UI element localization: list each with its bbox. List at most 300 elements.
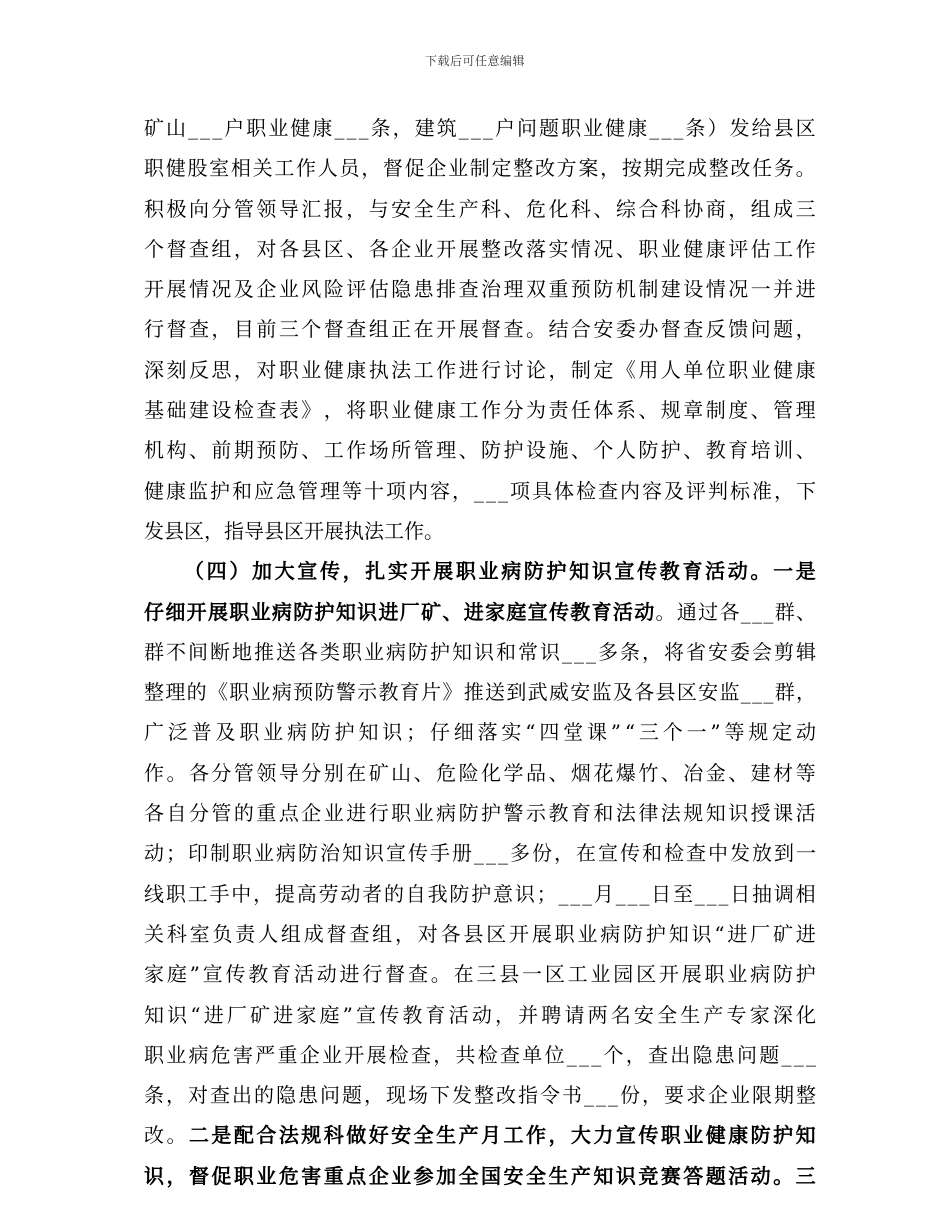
text-char: 严 (255, 1042, 276, 1067)
text-char: 进 (273, 1002, 294, 1027)
text-char: 生 (548, 1163, 569, 1188)
text-char: 将 (346, 398, 367, 423)
text-char: ， (166, 1083, 186, 1108)
text-char: 作 (346, 438, 367, 463)
text-char: 业 (268, 116, 289, 140)
text-char: 安 (391, 196, 412, 221)
text-char: 健 (605, 116, 626, 140)
text-char: ， (494, 1002, 515, 1027)
text-char: 与 (368, 196, 389, 221)
text-char: 通 (676, 599, 697, 624)
text-char: ， (600, 156, 621, 181)
text-char: 改 (144, 1123, 164, 1148)
text-char: 职 (455, 559, 476, 584)
text-char: 的 (383, 881, 404, 906)
text-char: 断 (210, 639, 230, 664)
text-char: 。 (773, 1163, 794, 1188)
text-char: 职 (704, 962, 725, 987)
text-char: 厂 (226, 1002, 247, 1027)
text-char: 业 (448, 156, 469, 181)
text-char: 、 (570, 438, 591, 463)
text-char: 宣 (614, 559, 635, 584)
text-line (144, 914, 816, 954)
text-char: 定 (593, 357, 614, 382)
text-char: 设 (525, 438, 546, 463)
text-char: 病 (286, 720, 307, 745)
text-char: 所 (391, 438, 412, 463)
text-char: 反 (705, 317, 726, 342)
text-char: 领 (256, 196, 277, 221)
text-char: 定 (491, 156, 512, 181)
text-char: 区 (795, 116, 816, 140)
text-char: 业 (683, 1123, 704, 1148)
text-char: _ (212, 116, 223, 140)
text-char: 要 (664, 1083, 684, 1108)
text-char: 区 (284, 518, 304, 543)
text-char: _ (584, 1083, 594, 1108)
text-char: 理 (436, 438, 457, 463)
text-char: 重 (256, 801, 277, 826)
text-char: 武 (527, 680, 548, 705)
text-char: 是 (211, 1123, 232, 1148)
text-char: 会 (752, 639, 772, 664)
text-char: 、 (188, 438, 209, 463)
text-char: 体 (554, 478, 574, 503)
text-char: 查 (686, 841, 706, 866)
text-char: 进 (795, 921, 816, 946)
text-char: 健 (144, 478, 164, 503)
text-char: 评 (686, 478, 706, 503)
text-char: 执 (344, 518, 364, 543)
text-char: 害 (301, 1163, 322, 1188)
text-char: 反 (188, 357, 209, 382)
text-char: 查 (648, 1042, 668, 1067)
text-char: 家 (296, 1002, 317, 1027)
text-char: 、 (660, 760, 681, 785)
text-char: 冶 (683, 760, 704, 785)
text-char: 用 (638, 357, 659, 382)
text-char: 竞 (638, 1163, 659, 1188)
text-char: 出 (232, 1083, 252, 1108)
text-char: 全 (458, 1163, 479, 1188)
text-line (144, 189, 816, 229)
text-char: 县 (463, 921, 484, 946)
text-char: 多 (598, 639, 618, 664)
text-char: 业 (727, 962, 748, 987)
text-char: 安 (570, 680, 591, 705)
text-char: 我 (427, 881, 448, 906)
text-char: 烟 (570, 760, 591, 785)
text-char: 理 (795, 398, 816, 423)
text-char: 不 (166, 639, 186, 664)
text-char: 合 (638, 196, 659, 221)
text-char: 病 (600, 921, 621, 946)
text-char: 动 (340, 881, 361, 906)
text-char: 况 (211, 277, 232, 302)
text-char: 极 (166, 196, 187, 221)
text-char: 工 (384, 518, 404, 543)
text-char: 职 (232, 841, 252, 866)
text-char: ） (707, 116, 728, 140)
text-char: 至 (672, 881, 693, 906)
text-line (144, 874, 816, 914)
text-char: 基 (144, 398, 164, 423)
text-char: 问 (320, 1083, 340, 1108)
text-char: _ (608, 1083, 618, 1108)
text-char: 展 (458, 317, 479, 342)
text-char: 相 (230, 156, 251, 181)
text-char: 别 (323, 760, 344, 785)
text-char: 传 (620, 841, 640, 866)
text-char: 进 (378, 599, 399, 624)
text-char: 制 (705, 398, 726, 423)
text-char: 。 (750, 559, 771, 584)
text-char: 础 (166, 398, 187, 423)
text-char: 一 (773, 559, 794, 584)
text-char: 工 (187, 881, 208, 906)
text-char: 手 (430, 841, 450, 866)
text-char: 识 (167, 1002, 188, 1027)
text-char: 传 (638, 1123, 659, 1148)
text-char: ， (361, 156, 382, 181)
text-char: 多 (510, 841, 530, 866)
text-char: 设 (683, 277, 704, 302)
text-char: 制 (638, 277, 659, 302)
text-char: 病 (436, 801, 457, 826)
text-char: 《 (207, 680, 228, 705)
text-char: 业 (166, 1042, 187, 1067)
text-char: 业 (278, 277, 299, 302)
text-char: 作 (795, 236, 816, 261)
text-char: 领 (256, 760, 277, 785)
text-char: 发 (144, 518, 164, 543)
text-char: 作 (436, 357, 457, 382)
text-char: 识 (144, 1163, 164, 1188)
text-char: 防 (623, 921, 644, 946)
text-char: 职 (144, 1042, 164, 1067)
text-char: 预 (256, 438, 277, 463)
text-char: 防 (449, 881, 470, 906)
text-char: 育 (591, 599, 612, 624)
text-char: 防 (298, 841, 318, 866)
text-char: 分 (211, 196, 232, 221)
text-char: _ (661, 116, 672, 140)
text-char: 情 (705, 277, 726, 302)
text-char: 进 (339, 962, 360, 987)
text-char: 县 (499, 962, 520, 987)
text-char: 教 (548, 801, 569, 826)
text-char: 行 (481, 357, 502, 382)
text-char: 危 (525, 196, 546, 221)
text-char: ， (364, 1083, 384, 1108)
text-char: 构 (166, 438, 187, 463)
text-char: 到 (774, 841, 794, 866)
text-char: 向 (188, 196, 209, 221)
text-char: 机 (615, 277, 636, 302)
text-char: 化 (548, 196, 569, 221)
text-char: ， (795, 317, 816, 342)
text-char: 各 (298, 639, 318, 664)
text-char: 推 (463, 680, 484, 705)
text-char: _ (470, 116, 481, 140)
text-char: 查 (210, 1083, 230, 1108)
text-char: 关 (144, 921, 164, 946)
text-char: 劳 (318, 881, 339, 906)
text-char: 聘 (541, 1002, 562, 1027)
text-char: 安 (633, 1002, 654, 1027)
text-char: 健 (165, 156, 186, 181)
text-char: 业 (263, 720, 284, 745)
text-char: 前 (211, 438, 232, 463)
text-char: 法 (391, 357, 412, 382)
text-char: 园 (613, 962, 634, 987)
page-header: 下载后可任意编辑 (424, 54, 525, 68)
text-char: 、 (413, 760, 434, 785)
text-char: 、 (442, 599, 463, 624)
text-char: 开 (410, 559, 431, 584)
text-char: 病 (750, 962, 771, 987)
text-char: 庭 (506, 599, 527, 624)
text-char: 按 (621, 156, 642, 181)
text-char: 花 (593, 760, 614, 785)
text-char: 深 (144, 357, 164, 382)
text-char: 成 (303, 921, 324, 946)
text-char: 隐 (276, 1083, 296, 1108)
text-char: 项 (510, 478, 530, 503)
text-char: 群 (774, 599, 795, 624)
text-char: 病 (271, 680, 292, 705)
text-char: 问 (737, 1042, 757, 1067)
text-char: 矿 (421, 599, 442, 624)
text-char: 宣 (527, 599, 548, 624)
text-char: 行 (362, 962, 383, 987)
text-char: _ (752, 680, 763, 705)
text-char: 务 (773, 156, 794, 181)
text-char: 隐 (692, 1042, 713, 1067)
text-char: 防 (638, 438, 659, 463)
text-char: 全 (525, 1163, 546, 1188)
text-char: 请 (564, 1002, 585, 1027)
text-char: 建 (414, 116, 435, 140)
text-char: 督 (660, 317, 681, 342)
text-char: _ (486, 841, 496, 866)
text-char: 各 (368, 236, 389, 261)
text-char: 治 (320, 841, 340, 866)
text-char: 健 (323, 357, 344, 382)
text-char: 成 (686, 156, 707, 181)
text-char: _ (586, 639, 596, 664)
text-char: 工 (503, 1123, 524, 1148)
text-char: 章 (683, 398, 704, 423)
text-char: ” (342, 1002, 353, 1027)
text-line (144, 350, 816, 390)
text-char: _ (346, 116, 357, 140)
text-char: 护 (645, 921, 666, 946)
text-char: 县 (655, 680, 676, 705)
text-char: 知 (668, 921, 689, 946)
text-char: 发 (452, 1083, 472, 1108)
text-char: 位 (544, 1042, 565, 1067)
text-char: _ (566, 1042, 577, 1067)
text-char: 职 (233, 1163, 254, 1188)
text-char: 期 (233, 438, 254, 463)
text-char: 建 (188, 398, 209, 423)
text-char: 配 (233, 1123, 254, 1148)
text-line (144, 793, 816, 833)
text-char: 防 (593, 277, 614, 302)
text-char: ， (554, 841, 574, 866)
text-char: 县 (773, 116, 794, 140)
text-char: 业 (583, 116, 604, 140)
text-char: 督 (382, 156, 403, 181)
text-char: 职 (342, 639, 362, 664)
text-char: 知 (705, 801, 726, 826)
text-char: 展 (324, 518, 344, 543)
text-char: 目 (233, 317, 254, 342)
text-char: 整 (513, 156, 534, 181)
text-char: 组 (372, 921, 393, 946)
text-char: 期 (774, 1083, 794, 1108)
text-char: 职 (391, 801, 412, 826)
text-char: 委 (615, 317, 636, 342)
text-char: 制 (210, 841, 230, 866)
text-char: 防 (750, 1123, 771, 1148)
text-char: 员 (339, 156, 360, 181)
text-char: ， (728, 196, 749, 221)
text-char: 管 (773, 398, 794, 423)
text-char: 管 (298, 478, 318, 503)
text-char: ， (233, 357, 254, 382)
text-char: 。 (525, 317, 546, 342)
text-char: 管 (413, 438, 434, 463)
text-char: 职 (246, 116, 267, 140)
text-char: 科 (481, 196, 502, 221)
text-char: 厂 (750, 921, 771, 946)
text-line (144, 108, 816, 148)
text-char: ； (536, 881, 557, 906)
text-char: 高 (296, 881, 317, 906)
text-char: 任 (570, 398, 591, 423)
text-char: 况 (593, 236, 614, 261)
text-char: 重 (548, 277, 569, 302)
text-char: 人 (660, 357, 681, 382)
text-char: 康 (705, 236, 726, 261)
text-char: 科 (660, 196, 681, 221)
text-char: 业 (250, 680, 271, 705)
text-char: 期 (643, 156, 664, 181)
text-char: 查 (188, 236, 209, 261)
text-char: 工 (773, 236, 794, 261)
text-char: 对 (188, 1083, 208, 1108)
text-char: 在 (453, 962, 474, 987)
text-char: “ (190, 1002, 201, 1027)
text-char: 论 (525, 357, 546, 382)
text-char: 四 (539, 720, 560, 745)
text-char: 产 (703, 1002, 724, 1027)
text-char: 业 (730, 1083, 750, 1108)
text-char: 护 (795, 962, 816, 987)
text-char: 个 (603, 1042, 624, 1067)
text-char: _ (649, 116, 660, 140)
text-char: 下 (796, 478, 816, 503)
text-char: 安 (503, 1163, 524, 1188)
text-char: 生 (680, 1002, 701, 1027)
text-char: 建 (750, 760, 771, 785)
text-char: _ (752, 599, 763, 624)
text-char: 实 (501, 720, 522, 745)
text-char: 区 (636, 962, 657, 987)
text-char: 排 (436, 277, 457, 302)
text-char: 教 (705, 438, 726, 463)
text-char: 县 (164, 518, 184, 543)
text-char: 题 (773, 317, 794, 342)
text-char: 家 (485, 599, 505, 624)
text-char: 机 (144, 438, 164, 463)
text-char: 三 (476, 962, 497, 987)
text-char: “ (525, 720, 536, 745)
text-char: 区 (184, 518, 204, 543)
text-char: 检 (477, 1042, 498, 1067)
text-char: 份 (620, 1083, 640, 1108)
text-char: 课 (586, 720, 607, 745)
text-char: ， (548, 357, 569, 382)
text-char: 重 (277, 1042, 298, 1067)
text-char: 现 (386, 1083, 406, 1108)
text-char: 险 (323, 277, 344, 302)
text-char: 检 (233, 398, 254, 423)
text-char: 职 (278, 357, 299, 382)
text-char: 书 (562, 1083, 582, 1108)
text-char: 传 (379, 1002, 400, 1027)
text-char: 育 (399, 680, 420, 705)
text-char: 求 (686, 1083, 706, 1108)
text-char: 开 (144, 277, 164, 302)
text-char: 大 (570, 1123, 591, 1148)
text-char: ， (323, 398, 344, 423)
text-char: 汇 (301, 196, 322, 221)
text-char: 危 (210, 1042, 231, 1067)
text-char: 护 (471, 881, 492, 906)
text-char: 施 (548, 438, 569, 463)
text-char: 规 (301, 1123, 322, 1148)
text-char: 辑 (796, 639, 816, 664)
text-char: 全 (413, 1123, 434, 1148)
text-char: 中 (708, 841, 728, 866)
text-char: 、 (503, 196, 524, 221)
text-char: 管 (211, 801, 232, 826)
text-char: 查 (458, 277, 479, 302)
text-char: 判 (708, 478, 728, 503)
text-char: 出 (670, 1042, 691, 1067)
text-char: 识 (540, 639, 560, 664)
text-char: 查 (411, 1042, 431, 1067)
text-char: 整 (144, 680, 164, 705)
text-char: _ (474, 478, 484, 503)
text-char: 县 (264, 518, 284, 543)
text-char: 、 (548, 760, 569, 785)
text-char: 实 (548, 236, 569, 261)
text-char: 积 (144, 196, 164, 221)
text-char: 落 (477, 720, 498, 745)
text-char: 查 (188, 317, 209, 342)
text-char: 省 (686, 639, 706, 664)
text-char: 知 (342, 841, 362, 866)
text-char: 题 (759, 1042, 780, 1067)
text-char: 是 (795, 559, 816, 584)
text-char: 工 (274, 156, 295, 181)
text-char: 动 (634, 599, 655, 624)
text-char: 教 (570, 599, 591, 624)
